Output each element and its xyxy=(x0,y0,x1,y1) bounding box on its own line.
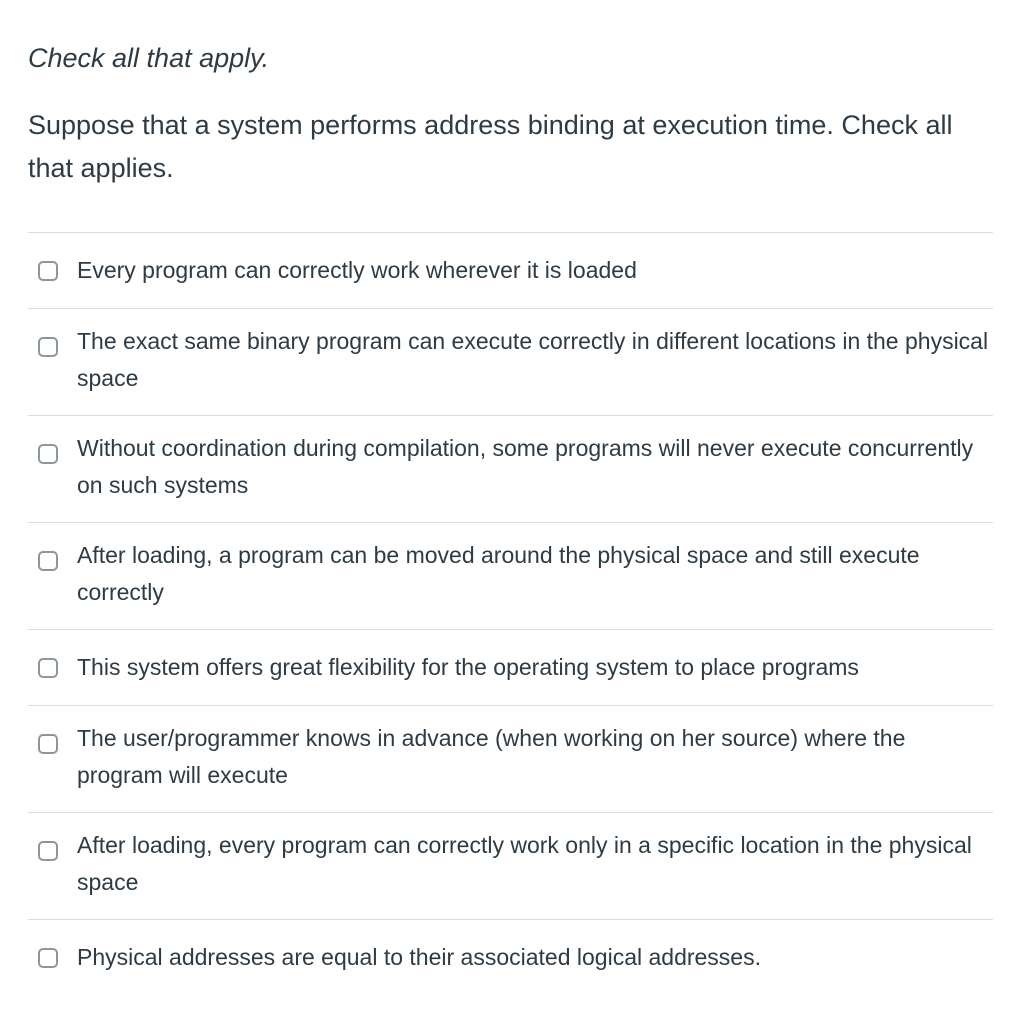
checkbox[interactable] xyxy=(38,658,58,678)
answer-option-7[interactable] xyxy=(28,813,993,920)
answer-label[interactable]: After loading, a program can be moved around the physical space and still execute correctly xyxy=(77,542,920,605)
checkbox[interactable] xyxy=(38,551,58,571)
answer-option-5[interactable] xyxy=(28,630,993,706)
checkbox[interactable] xyxy=(38,948,58,968)
answer-label[interactable]: Every program can correctly work wherever it is loaded xyxy=(77,257,637,283)
answer-label[interactable]: Physical addresses are equal to their associated logical addresses. xyxy=(77,944,761,970)
checkbox[interactable] xyxy=(38,444,58,464)
instruction-text: Check all that apply. xyxy=(28,43,270,73)
answer-option-2[interactable] xyxy=(28,309,993,416)
answer-option-8[interactable] xyxy=(28,920,993,996)
checkbox[interactable] xyxy=(38,337,58,357)
answer-label[interactable]: The user/programmer knows in advance (when working on her source) where the program will execute xyxy=(77,725,906,788)
question-text: Suppose that a system performs address binding at execution time. Check all that applies. xyxy=(28,110,953,183)
answer-option-3[interactable] xyxy=(28,416,993,523)
checkbox[interactable] xyxy=(38,841,58,861)
answer-label[interactable]: This system offers great flexibility for the operating system to place programs xyxy=(77,654,859,680)
answer-label[interactable]: Without coordination during compilation, some programs will never execute concurrently on such systems xyxy=(77,435,974,498)
answer-option-6[interactable] xyxy=(28,706,993,813)
checkbox[interactable] xyxy=(38,261,58,281)
answer-list xyxy=(28,232,993,996)
answer-label[interactable]: After loading, every program can correctly work only in a specific location in the physical space xyxy=(77,832,972,895)
checkbox[interactable] xyxy=(38,734,58,754)
answer-option-1[interactable] xyxy=(28,233,993,309)
answer-option-4[interactable] xyxy=(28,523,993,630)
answer-label[interactable]: The exact same binary program can execute correctly in different locations in the physical space xyxy=(77,328,989,391)
